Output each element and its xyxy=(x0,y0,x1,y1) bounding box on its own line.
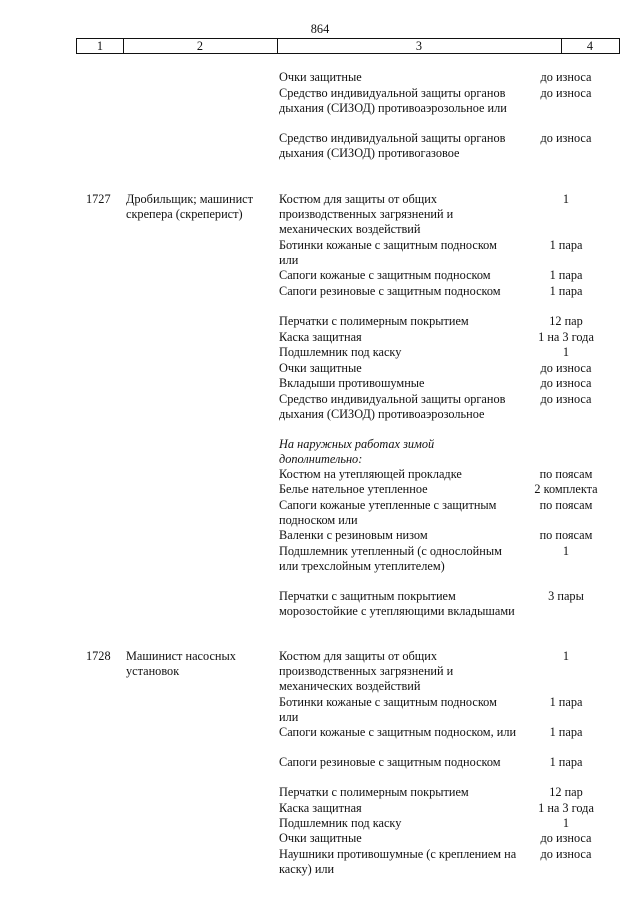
table-row-item: Средство индивидуальной защиты органов дыхания (СИЗОД) противогазовое xyxy=(279,131,506,161)
table-row-item: Очки защитные xyxy=(279,831,362,845)
table-row-qty: до износа xyxy=(540,831,592,845)
table-row-qty: 12 пар xyxy=(549,785,583,799)
table-row-item: Валенки с резиновым низом xyxy=(279,528,428,542)
table-row-qty: 1 на 3 года xyxy=(538,801,594,815)
table-row-item: Наушники противошумные (с креплением на каску) или xyxy=(279,847,517,877)
table-row-qty: 1 xyxy=(562,192,570,206)
table-row-item: Вкладыши противошумные xyxy=(279,376,425,390)
table-row-item: Очки защитные xyxy=(279,361,362,375)
table-row-item: Подшлемник утепленный (с однослойным или трехслойным утеплителем) xyxy=(279,544,502,574)
table-row-item: Сапоги кожаные с защитным подноском, или xyxy=(279,725,517,739)
header-col-2: 2 xyxy=(123,39,278,53)
table-row-qty: до износа xyxy=(540,361,592,375)
entry-number: 1727 xyxy=(86,192,111,206)
table-row-qty: до износа xyxy=(540,847,592,861)
table-row-qty: до износа xyxy=(540,86,592,100)
table-row-item: Очки защитные xyxy=(279,70,362,84)
header-col-4: 4 xyxy=(586,39,594,53)
table-row-qty: по поясам xyxy=(539,467,593,481)
table-row-item: Перчатки с полимерным покрытием xyxy=(279,314,469,328)
table-row-item: Ботинки кожаные с защитным подноском или xyxy=(279,695,497,725)
table-row-qty: 12 пар xyxy=(549,314,583,328)
table-row-item: Белье нательное утепленное xyxy=(279,482,428,496)
table-row-item: Подшлемник под каску xyxy=(279,345,402,359)
table-row-qty: до износа xyxy=(540,131,592,145)
table-row-item: Перчатки с защитным покрытием морозостойкие с утепляющими вкладышами xyxy=(279,589,515,619)
table-row-item: Костюм для защиты от общих производственных загрязнений и механических воздействий xyxy=(279,649,454,694)
table-row-item: Подшлемник под каску xyxy=(279,816,402,830)
table-row-item: Ботинки кожаные с защитным подноском или xyxy=(279,238,497,268)
table-row-qty: 1 пара xyxy=(549,284,583,298)
table-row-qty: 1 xyxy=(562,544,570,558)
table-row-item: Костюм для защиты от общих производственных загрязнений и механических воздействий xyxy=(279,192,454,237)
table-row-item: Сапоги кожаные утепленные с защитным подноском или xyxy=(279,498,497,528)
table-row-qty: 1 xyxy=(562,649,570,663)
table-row-qty: до износа xyxy=(540,70,592,84)
table-row-qty: 1 пара xyxy=(549,268,583,282)
table-header xyxy=(76,38,620,54)
page-number: 864 xyxy=(310,22,330,36)
table-row-item: Сапоги резиновые с защитным подноском xyxy=(279,284,501,298)
job-title: Дробильщик; машинист скрепера (скреперист) xyxy=(126,192,253,222)
table-row-item: Перчатки с полимерным покрытием xyxy=(279,785,469,799)
header-col-1: 1 xyxy=(77,39,124,53)
table-row-qty: по поясам xyxy=(539,498,593,512)
table-row-item: Каска защитная xyxy=(279,330,362,344)
table-row-qty: по поясам xyxy=(539,528,593,542)
table-row-qty: до износа xyxy=(540,392,592,406)
table-row-item: Каска защитная xyxy=(279,801,362,815)
table-row-qty: 1 xyxy=(562,816,570,830)
table-row-item: Костюм на утепляющей прокладке xyxy=(279,467,462,481)
table-row-qty: до износа xyxy=(540,376,592,390)
table-row-qty: 3 пары xyxy=(548,589,584,603)
table-row-qty: 1 на 3 года xyxy=(538,330,594,344)
table-row-item: Средство индивидуальной защиты органов дыхания (СИЗОД) противоаэрозольное или xyxy=(279,86,507,116)
table-row-qty: 1 xyxy=(562,345,570,359)
entry-number: 1728 xyxy=(86,649,111,663)
table-row-item: Сапоги кожаные с защитным подноском xyxy=(279,268,491,282)
table-row-item: Средство индивидуальной защиты органов дыхания (СИЗОД) противоаэрозольное xyxy=(279,392,506,422)
table-row-qty: 1 пара xyxy=(549,695,583,709)
table-row-qty: 1 пара xyxy=(549,755,583,769)
table-row-qty: 1 пара xyxy=(549,725,583,739)
section-note: На наружных работах зимой дополнительно: xyxy=(279,437,435,467)
job-title: Машинист насосных установок xyxy=(126,649,236,679)
table-row-qty: 2 комплекта xyxy=(534,482,598,496)
table-row-qty: 1 пара xyxy=(549,238,583,252)
table-row-item: Сапоги резиновые с защитным подноском xyxy=(279,755,501,769)
header-col-3: 3 xyxy=(277,39,562,53)
